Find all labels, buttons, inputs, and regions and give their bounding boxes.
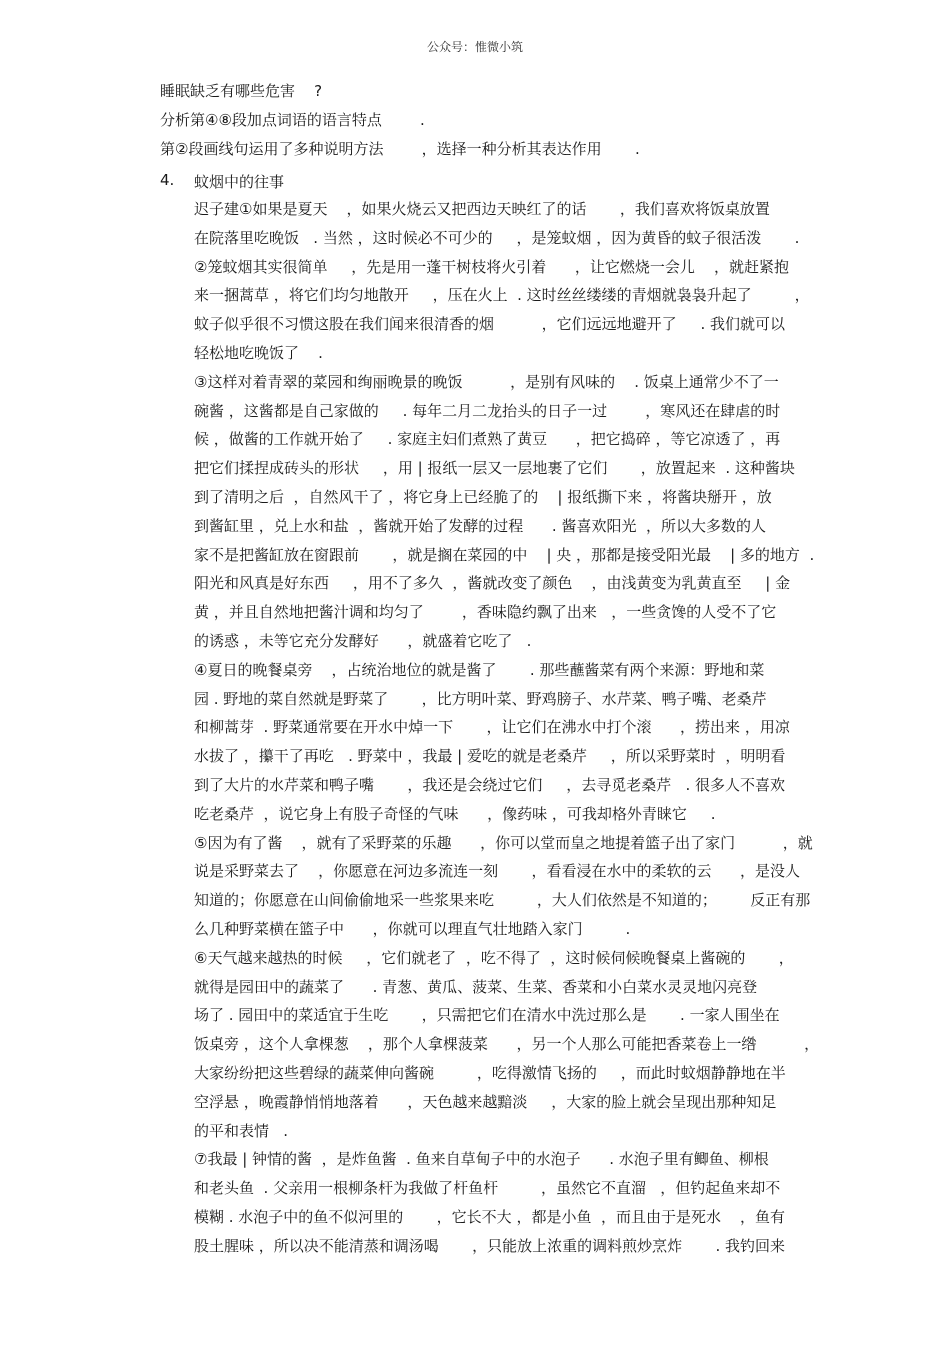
passage-line: 和柳蒿芽 . 野菜通常要在开水中焯一下 ，让它们在沸水中打个滚 ，捞出来 ，用凉 — [194, 718, 790, 737]
passage-line: ⑥天气越来越热的时候 ，它们就老了 ，吃不得了 ，这时候伺候晚餐桌上酱碗的 ， — [194, 948, 794, 967]
passage-line: 到了大片的水芹菜和鸭子嘴 ，我还是会绕过它们 ，去寻觅老桑芹 . 很多人不喜欢 — [194, 775, 786, 794]
section-number: 4. — [160, 171, 175, 189]
passage-body — [194, 195, 820, 1260]
passage-line: 到了清明之后 ，自然风干了 ，将它身上已经脆了的 | 报纸撕下来 ，将酱块掰开 ，放 — [194, 487, 772, 506]
passage-line: 阳光和风真是好东西 ，用不了多久 ，酱就改变了颜色 ，由浅黄变为乳黄直至 | 金 — [194, 574, 791, 593]
passage-line: 饭桌旁 ，这个人拿棵葱 ，那个人拿棵菠菜 ，另一个人那么可能把香菜卷上一绺 ， — [194, 1035, 820, 1054]
passage-line: ④夏日的晚餐桌旁 ，占统治地位的就是酱了 . 那些蘸酱菜有两个来源：野地和菜 — [194, 660, 765, 679]
passage-line: 知道的；你愿意在山间偷偷地采一些浆果来吃 ，大人们依然是不知道的； 反正有那 — [194, 891, 811, 910]
passage-line: 说是采野菜去了 ，你愿意在河边多流连一刻 ，看看浸在水中的柔软的云 ，是没人 — [194, 862, 801, 881]
passage-line: 水拔了 ，攥干了再吃 . 野菜中 ，我最 | 爱吃的就是老桑芹 ，所以采野菜时 ，明明看 — [194, 747, 786, 766]
passage-line: 蚊子似乎很不习惯这股在我们闻来很清香的烟 ，它们远远地避开了 . 我们就可以 — [194, 315, 786, 334]
passage-line: ③这样对着青翠的菜园和绚丽晚景的晚饭 ，是别有风味的 . 饭桌上通常少不了一 — [194, 372, 779, 391]
passage-line: 的平和表情 . — [194, 1121, 289, 1140]
passage-line: 在院落里吃晚饭 . 当然 ，这时候必不可少的 ，是笼蚊烟 ，因为黄昏的蚊子很活泼 . — [194, 228, 800, 247]
passage-line: 么几种野菜横在篮子中 ，你就可以理直气壮地踏入家门 . — [194, 919, 631, 938]
passage-line: 家不是把酱缸放在窗跟前 ，就是搁在菜园的中 | 央 ，那都是接受阳光最 | 多的地方 . — [194, 545, 815, 564]
passage-line: 把它们揉捏成砖头的形状 ，用 | 报纸一层又一层地裹了它们 ，放置起来 . 这种酱块 — [194, 459, 795, 478]
passage-line: 模糊 . 水泡子中的鱼不似河里的 ，它长不大 ，都是小鱼 ，而且由于是死水 ，鱼有 — [194, 1207, 786, 1226]
section-title: 蚊烟中的往事 — [194, 173, 285, 191]
passage-line: 空浮悬 ，晚霞静悄悄地落着 ，天色越来越黯淡 ，大家的脸上就会呈现出那种知足 — [194, 1092, 777, 1111]
passage-line: 园 . 野地的菜自然就是野菜了 ，比方明叶菜、野鸡膀子、水芹菜、鸭子嘴、老桑芹 — [194, 689, 767, 708]
question-1: 睡眠缺乏有哪些危害 ? — [160, 82, 323, 100]
page-header: 公众号：惟微小筑 — [426, 40, 523, 54]
passage-line: 到酱缸里 ，兑上水和盐 ，酱就开始了发酵的过程 . 酱喜欢阳光 ，所以大多数的人 — [194, 516, 766, 535]
passage-line: 来一捆蒿草 ，将它们均匀地散开 ，压在火上 . 这时丝丝缕缕的青烟就袅袅升起了 ， — [194, 286, 810, 305]
passage-line: 场了 . 园田中的菜适宜于生吃 ，只需把它们在清水中洗过那么是 . 一家人围坐在 — [194, 1006, 780, 1025]
question-2: 分析第④⑧段加点词语的语言特点 . — [160, 111, 425, 129]
passage-line: 碗酱 ，这酱都是自己家做的 . 每年二月二龙抬头的日子一过 ，寒风还在肆虐的时 — [194, 401, 781, 420]
passage-line: ⑤因为有了酱 ，就有了采野菜的乐趣 ，你可以堂而皇之地提着篮子出了家门 ，就 — [194, 833, 813, 852]
passage-line: 候 ，做酱的工作就开始了 . 家庭主妇们煮熟了黄豆 ，把它捣碎 ，等它凉透了 ，再 — [194, 430, 781, 449]
passage-line: 就得是园田中的蔬菜了 . 青葱、黄瓜、菠菜、生菜、香菜和小白菜水灵灵地闪亮登 — [194, 977, 758, 996]
passage-line: 迟子建①如果是夏天 ，如果火烧云又把西边天映红了的话 ，我们喜欢将饭桌放置 — [194, 200, 770, 218]
passage-line: ②笼蚊烟其实很简单 ，先是用一蓬干树枝将火引着 ，让它燃烧一会儿 ，就赶紧抱 — [194, 257, 789, 276]
passage-line: 吃老桑芹 ，说它身上有股子奇怪的气味 ，像药味 ，可我却格外青睐它 . — [194, 804, 716, 823]
passage-line: 轻松地吃晚饭了 . — [194, 343, 323, 362]
passage-line: 股土腥味 ，所以决不能清蒸和调汤喝 ，只能放上浓重的调料煎炒烹炸 . 我钓回来 — [194, 1236, 786, 1255]
passage-line: ⑦我最 | 钟情的酱 ，是炸鱼酱 . 鱼来自草甸子中的水泡子 . 水泡子里有鲫鱼、柳根 — [194, 1150, 769, 1169]
passage-line: 和老头鱼 . 父亲用一根柳条杆为我做了杆鱼杆 ，虽然它不直溜 ，但钓起鱼来却不 — [194, 1179, 781, 1198]
passage-line: 黄 ，并且自然地把酱汁调和均匀了 ，香味隐约飘了出来 ，一些贪馋的人受不了它 — [194, 603, 777, 622]
question-3: 第②段画线句运用了多种说明方法 ，选择一种分析其表达作用 . — [160, 140, 640, 158]
passage-line: 大家纷纷把这些碧绿的蔬菜伸向酱碗 ，吃得激情飞扬的 ，而此时蚊烟静静地在半 — [194, 1063, 786, 1082]
passage-line: 的诱惑 ，未等它充分发酵好 ，就盛着它吃了 . — [194, 631, 532, 650]
